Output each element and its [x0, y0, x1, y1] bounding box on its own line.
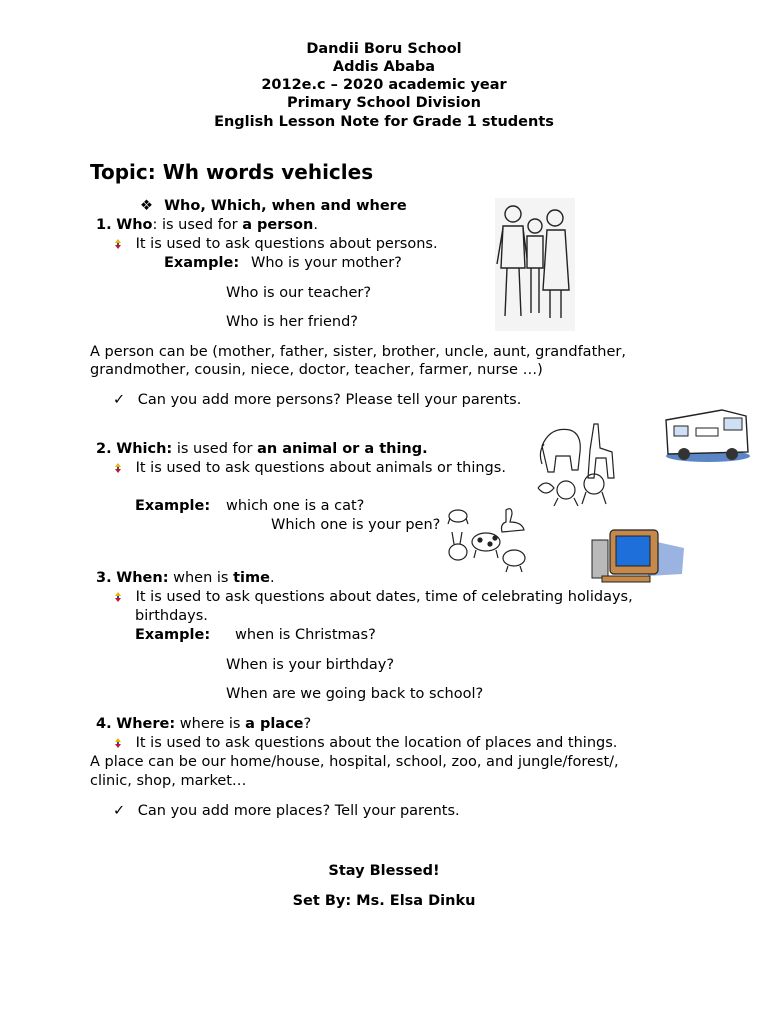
when-example-label: Example:	[135, 627, 211, 643]
where-para-line-2: clinic, shop, market…	[90, 773, 247, 789]
when-end: .	[269, 570, 275, 586]
academic-year: 2012e.c – 2020 academic year	[261, 77, 507, 93]
when-example-1: when is Christmas?	[235, 627, 376, 643]
farm-animals-illustration	[440, 504, 532, 574]
where-bold: a place	[245, 716, 304, 732]
when-rest: when is	[168, 570, 234, 586]
lesson-note-title: English Lesson Note for Grade 1 students	[214, 114, 554, 130]
arrow-bullet-icon	[113, 738, 123, 748]
who-check-text: Can you add more persons? Please tell your parents.	[137, 392, 522, 408]
topic-heading: Topic: Wh words vehicles	[90, 160, 374, 184]
subtopic-label: Who, Which, when and where	[164, 198, 407, 214]
who-bullet-text: It is used to ask questions about persons.	[135, 236, 438, 252]
where-bullet-text: It is used to ask questions about the location of places and things.	[135, 735, 618, 751]
when-word: When:	[116, 570, 169, 586]
where-para-line-1: A place can be our home/house, hospital, school, zoo, and jungle/forest/,	[90, 754, 619, 770]
which-example-2: Which one is your pen?	[271, 517, 441, 533]
check-icon: ✓	[113, 392, 126, 408]
wild-animals-illustration	[536, 418, 622, 506]
family-illustration	[495, 198, 575, 331]
author: Set By: Ms. Elsa Dinku	[292, 893, 476, 909]
who-para-line-2: grandmother, cousin, niece, doctor, teacher, farmer, nurse …)	[90, 362, 543, 378]
who-example-label: Example:	[164, 255, 240, 271]
who-example-2: Who is our teacher?	[226, 285, 372, 301]
where-heading	[96, 715, 311, 733]
when-example-3: When are we going back to school?	[226, 686, 484, 702]
when-bullet-text-line-2: birthdays.	[135, 608, 208, 624]
where-check-item	[113, 802, 460, 820]
where-bullet	[113, 734, 617, 752]
when-bullet	[113, 588, 633, 606]
ambulance-illustration	[660, 404, 752, 464]
city-name: Addis Ababa	[332, 59, 436, 75]
when-bullet-text-line-1: It is used to ask questions about dates, time of celebrating holidays,	[135, 589, 633, 605]
which-rest: is used for	[172, 441, 258, 457]
which-bullet	[113, 459, 506, 477]
subtopic	[140, 197, 407, 215]
computer-illustration	[588, 526, 684, 584]
arrow-bullet-icon	[113, 592, 123, 602]
when-bold: time	[233, 570, 270, 586]
who-rest: : is used for	[152, 217, 243, 233]
where-word: Where:	[116, 716, 176, 732]
when-example-2: When is your birthday?	[226, 657, 395, 673]
school-name: Dandii Boru School	[306, 41, 462, 57]
who-word: Who	[116, 217, 153, 233]
who-example-1: Who is your mother?	[251, 255, 402, 271]
who-para-line-1: A person can be (mother, father, sister, brother, uncle, aunt, grandfather,	[90, 344, 626, 360]
which-word: Which:	[116, 441, 173, 457]
who-bold: a person	[242, 217, 314, 233]
where-check-text: Can you add more places? Tell your parents.	[137, 803, 460, 819]
when-heading	[96, 569, 275, 587]
check-icon: ✓	[113, 803, 126, 819]
where-rest: where is	[175, 716, 246, 732]
who-check-item	[113, 391, 521, 409]
which-example-label: Example:	[135, 498, 211, 514]
where-end: ?	[303, 716, 312, 732]
which-example-1: which one is a cat?	[226, 498, 365, 514]
which-bold: an animal or a thing.	[257, 441, 428, 457]
diamond-bullet-icon: ❖	[140, 198, 153, 214]
arrow-bullet-icon	[113, 239, 123, 249]
who-end: .	[313, 217, 318, 233]
division: Primary School Division	[287, 95, 481, 111]
who-bullet	[113, 235, 438, 253]
arrow-bullet-icon	[113, 463, 123, 473]
which-bullet-text: It is used to ask questions about animals or things.	[135, 460, 506, 476]
who-heading	[96, 216, 318, 234]
which-heading	[96, 440, 428, 458]
where-number: 4.	[96, 716, 112, 732]
when-number: 3.	[96, 570, 112, 586]
who-example-3: Who is her friend?	[226, 314, 358, 330]
who-number: 1.	[96, 217, 112, 233]
blessing: Stay Blessed!	[328, 863, 440, 879]
which-number: 2.	[96, 441, 112, 457]
